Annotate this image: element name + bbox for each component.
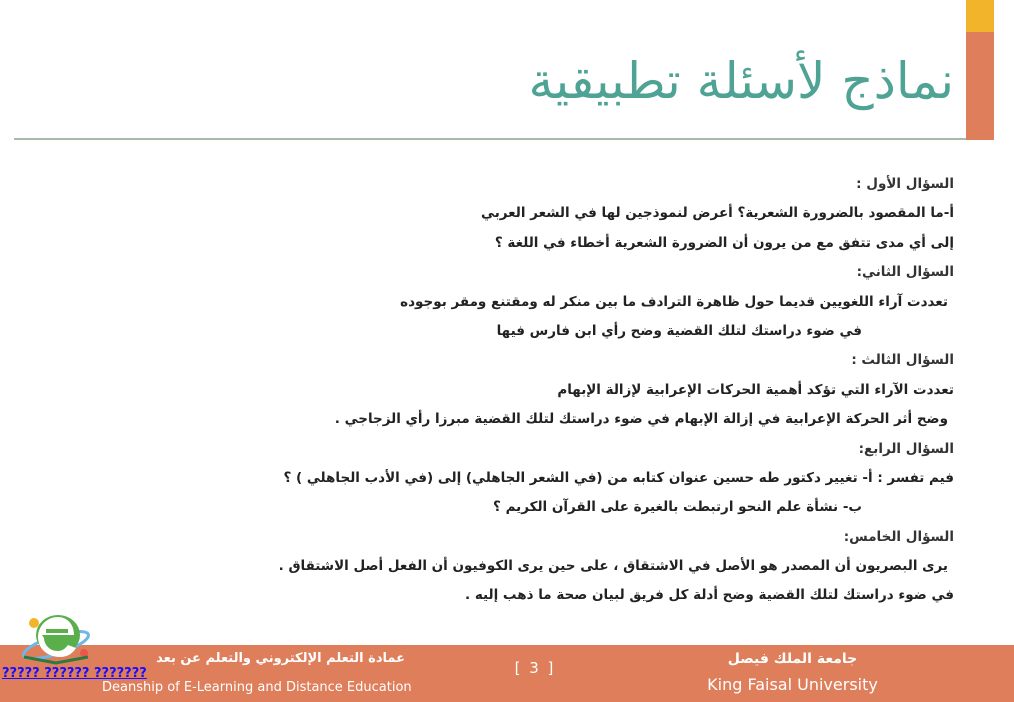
question-heading: السؤال الخامس:: [843, 528, 954, 545]
question-line: أ-ما المقصود بالضرورة الشعرية؟ أعرض لنموذجين لها في الشعر العربي: [481, 205, 954, 222]
questions-content: [34, 170, 954, 611]
question-line: تعددت آراء اللغويين قديما حول ظاهرة الترادف ما بين منكر له ومقتنع ومقر بوجوده: [400, 293, 948, 310]
university-name-ar: جامعة الملك فيصل: [727, 651, 858, 667]
question-heading: السؤال الأول :: [856, 176, 954, 192]
question-line: تعددت الآراء التي تؤكد أهمية الحركات الإعرابية لإزالة الإبهام: [557, 381, 954, 398]
question-line: وضح أثر الحركة الإعرابية في إزالة الإبهام في ضوء دراستك لتلك القضية مبرزا رأي الزجاجي .: [334, 411, 948, 428]
page-number: [ 3 ]: [514, 659, 556, 677]
slide-footer: [0, 645, 1014, 702]
deanship-name-ar: عمادة التعلم الإلكتروني والتعلم عن بعد: [156, 651, 405, 666]
slide-title: نماذج لأسئلة تطبيقية: [528, 52, 954, 110]
question-heading: السؤال الرابع:: [858, 440, 954, 457]
question-heading: السؤال الثالث :: [851, 352, 954, 369]
question-line: فيم تفسر : أ- تغيير دكتور طه حسين عنوان كتابه من (في الشعر الجاهلي) إلى (في الأدب الجاهلي ) ؟: [283, 469, 954, 486]
question-line: ب- نشأة علم النحو ارتبطت بالغيرة على القرآن الكريم ؟: [493, 499, 862, 516]
question-line: يرى البصريون أن المصدر هو الأصل في الاشتقاق ، على حين يرى الكوفيون أن الفعل أصل الاشتقاق .: [278, 558, 948, 575]
broken-image-alt-text: ????? ?????? ???????: [2, 666, 147, 681]
accent-bar-orange: [966, 32, 994, 140]
question-line: في ضوء دراستك لتلك القضية وضح رأي ابن فارس فيها: [496, 322, 862, 339]
deanship-name-en: Deanship of E-Learning and Distance Education: [102, 680, 412, 695]
question-heading: السؤال الثاني:: [856, 264, 954, 281]
question-line: إلى أي مدى تتفق مع من يرون أن الضرورة الشعرية أخطاء في اللغة ؟: [494, 234, 954, 251]
university-name-en: King Faisal University: [707, 675, 878, 694]
accent-bar-yellow: [966, 0, 994, 32]
question-line: في ضوء دراستك لتلك القضية وضح أدلة كل فريق لبيان صحة ما ذهب إليه .: [465, 587, 954, 604]
title-divider: [14, 138, 966, 140]
e-learning-logo-icon: [16, 605, 102, 665]
